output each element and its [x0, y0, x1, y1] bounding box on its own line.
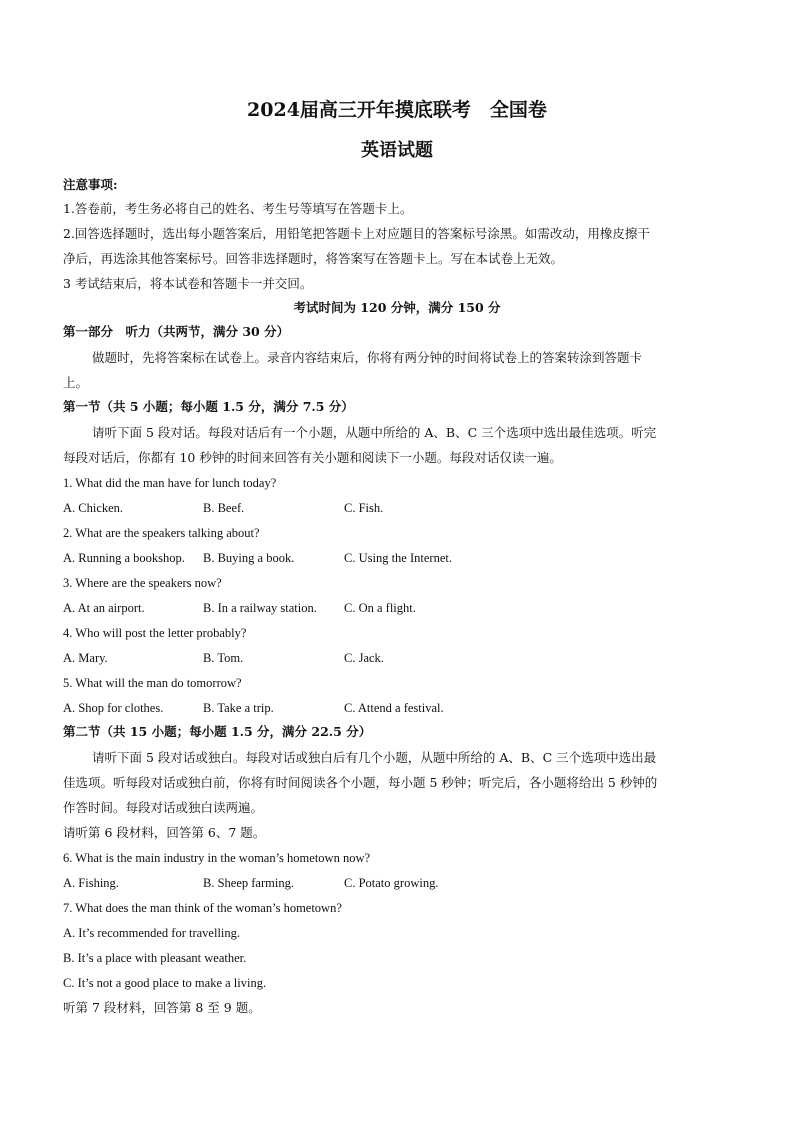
notes-item-2-line-1: 2.回答选择题时，选出每小题答案后，用铅笔把答题卡上对应题目的答案标号涂黑。如需改动，用橡皮擦干 [63, 226, 650, 241]
exam-title: 2024届高三开年摸底联考 全国卷 [247, 99, 547, 121]
question-7-option-c: C. It’s not a good place to make a living. [63, 976, 267, 990]
material-7-instruction: 听第 7 段材料，回答第 8 至 9 题。 [63, 1000, 261, 1015]
question-1-option-c: C. Fish. [344, 501, 384, 515]
question-4-option-a: A. Mary. [63, 651, 108, 665]
question-5: 5. What will the man do tomorrow? [63, 676, 242, 690]
exam-subtitle: 英语试题 [361, 140, 433, 161]
question-7: 7. What does the man think of the woman’s hometown? [63, 901, 342, 915]
section1-heading: 第一节（共 5 小题；每小题 1.5 分，满分 7.5 分） [63, 399, 354, 414]
notes-item-2-line-2: 净后，再选涂其他答案标号。回答非选择题时，将答案写在答题卡上。写在本试卷上无效。 [63, 251, 564, 266]
question-7-option-a: A. It’s recommended for travelling. [63, 926, 241, 940]
question-6-option-a: A. Fishing. [63, 876, 119, 890]
exam-info: 考试时间为 120 分钟，满分 150 分 [293, 300, 501, 315]
question-4: 4. Who will post the letter probably? [63, 626, 247, 640]
question-3: 3. Where are the speakers now? [63, 576, 222, 590]
question-1-option-a: A. Chicken. [63, 501, 124, 515]
question-6-option-b: B. Sheep farming. [203, 876, 294, 890]
question-5-option-a: A. Shop for clothes. [63, 701, 164, 715]
question-6-option-c: C. Potato growing. [344, 876, 439, 890]
question-1: 1. What did the man have for lunch today? [63, 476, 277, 490]
question-2-option-c: C. Using the Internet. [344, 551, 452, 565]
question-7-option-b: B. It’s a place with pleasant weather. [63, 951, 247, 965]
section2-heading: 第二节（共 15 小题；每小题 1.5 分，满分 22.5 分） [63, 724, 372, 739]
section2-intro-line-3: 作答时间。每段对话或独白读两遍。 [63, 800, 264, 815]
question-5-option-c: C. Attend a festival. [344, 701, 444, 715]
notes-item-1: 1.答卷前，考生务必将自己的姓名、考生号等填写在答题卡上。 [63, 201, 413, 216]
question-2-option-a: A. Running a bookshop. [63, 551, 185, 565]
question-3-option-c: C. On a flight. [344, 601, 416, 615]
notes-heading: 注意事项: [63, 177, 118, 192]
part1-intro-line-2: 上。 [63, 375, 89, 390]
question-4-option-c: C. Jack. [344, 651, 384, 665]
section2-intro-line-1: 请听下面 5 段对话或独白。每段对话或独白后有几个小题，从题中所给的 A、B、C 三个选项中选出最 [92, 750, 657, 765]
question-2: 2. What are the speakers talking about? [63, 526, 260, 540]
question-3-option-a: A. At an airport. [63, 601, 145, 615]
material-6-instruction: 请听第 6 段材料，回答第 6、7 题。 [63, 825, 266, 840]
part1-intro-line-1: 做题时，先将答案标在试卷上。录音内容结束后，你将有两分钟的时间将试卷上的答案转涂到答题卡 [92, 350, 643, 365]
question-4-option-b: B. Tom. [203, 651, 244, 665]
question-5-option-b: B. Take a trip. [203, 701, 274, 715]
section1-intro-line-1: 请听下面 5 段对话。每段对话后有一个小题，从题中所给的 A、B、C 三个选项中选出最佳选项。听完 [92, 425, 657, 440]
notes-item-3: 3 考试结束后，将本试卷和答题卡一并交回。 [63, 276, 313, 291]
question-6: 6. What is the main industry in the woman’s hometown now? [63, 851, 371, 865]
question-2-option-b: B. Buying a book. [203, 551, 295, 565]
question-1-option-b: B. Beef. [203, 501, 245, 515]
part1-heading: 第一部分 听力（共两节，满分 30 分） [63, 324, 290, 339]
question-3-option-b: B. In a railway station. [203, 601, 317, 615]
section2-intro-line-2: 佳选项。听每段对话或独白前，你将有时间阅读各个小题，每小题 5 秒钟；听完后，各小题将给出 5 秒钟的 [63, 775, 658, 790]
section1-intro-line-2: 每段对话后，你都有 10 秒钟的时间来回答有关小题和阅读下一小题。每段对话仅读一遍。 [63, 450, 562, 465]
